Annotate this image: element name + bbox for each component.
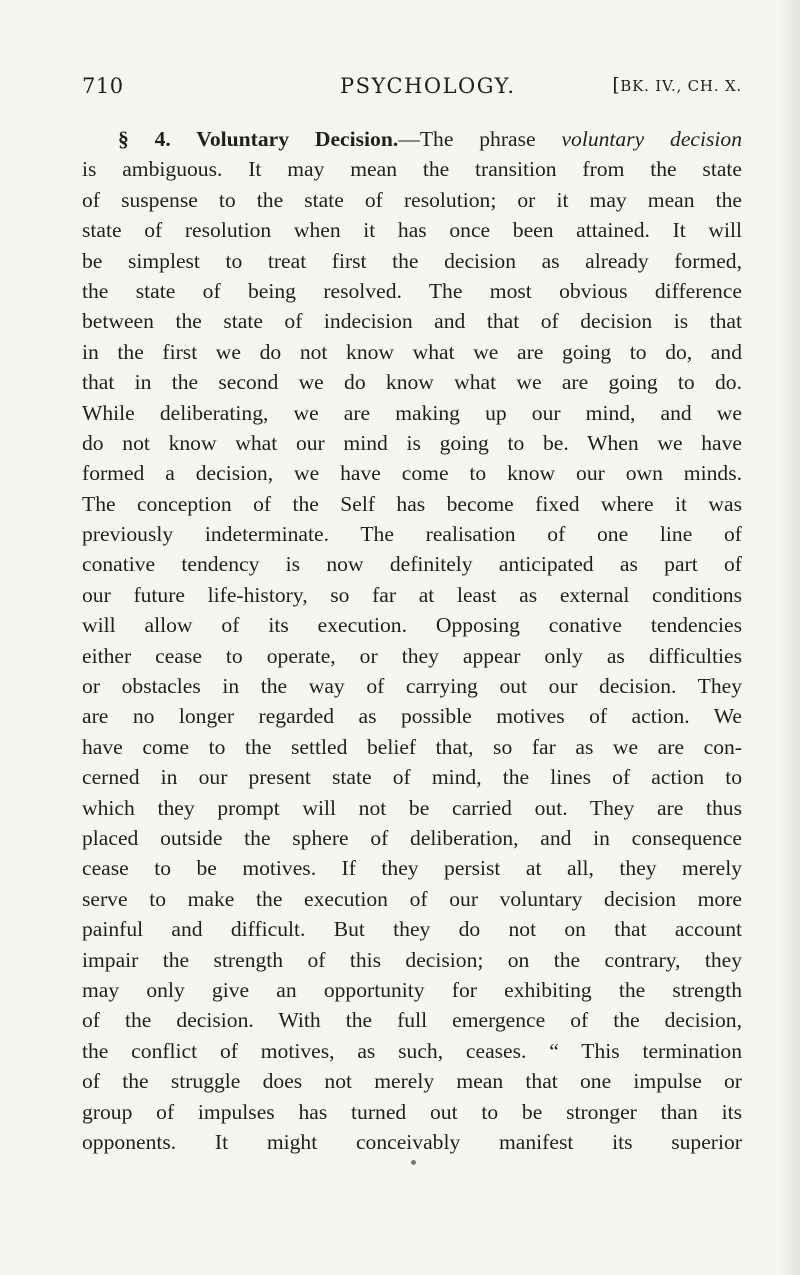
text-line: serve to make the execution of our voluntary decision more [82, 886, 742, 911]
text-line: While deliberating, we are making up our mind, and we [82, 400, 742, 425]
paragraph-first-line [82, 124, 742, 154]
text-line: is ambiguous. It may mean the transition from the state [82, 157, 742, 182]
section-heading: § 4. Voluntary Decision. [118, 127, 399, 151]
text-line: may only give an opportunity for exhibiting the strength [82, 977, 742, 1002]
text-line: do not know what our mind is going to be. When we have [82, 430, 742, 455]
section-ref-bracket: [ [612, 74, 621, 96]
text-line: that in the second we do know what we are going to do. [82, 370, 742, 395]
text-line: in the first we do not know what we are going to do, and [82, 339, 742, 364]
text-line: placed outside the sphere of deliberation, and in consequence [82, 825, 742, 850]
text-line: state of resolution when it has once been attained. It will [82, 218, 742, 243]
text-line: opponents. It might conceivably manifest its superior [82, 1129, 742, 1154]
text-line: cerned in our present state of mind, the lines of action to [82, 765, 742, 790]
text-line: which they prompt will not be carried out. They are thus [82, 795, 742, 820]
italic-phrase: voluntary decision [561, 127, 743, 151]
text-line: between the state of indecision and that of decision is that [82, 309, 742, 334]
text-line: cease to be motives. If they persist at all, they merely [82, 856, 742, 881]
text-line: impair the strength of this decision; on the contrary, they [82, 947, 742, 972]
text-line: will allow of its execution. Opposing conative tendencies [82, 613, 742, 638]
running-title: PSYCHOLOGY. [340, 74, 516, 98]
text-line: have come to the settled belief that, so far as we are con- [82, 734, 742, 759]
text-line: be simplest to treat first the decision as already formed, [82, 248, 742, 273]
heading-continuation: —The phrase [398, 127, 562, 151]
paragraph-lines [82, 154, 742, 1157]
text-line: or obstacles in the way of carrying out our decision. They [82, 674, 742, 699]
page-number: 710 [82, 74, 124, 98]
text-line: of suspense to the state of resolution; or it may mean the [82, 187, 742, 212]
page-mark [411, 1160, 416, 1165]
text-line: group of impulses has turned out to be stronger than its [82, 1099, 742, 1124]
text-line: are no longer regarded as possible motives of action. We [82, 704, 742, 729]
section-ref-text: BK. IV., CH. X. [620, 77, 742, 95]
text-line: conative tendency is now definitely anticipated as part of [82, 552, 742, 577]
text-line: painful and difficult. But they do not on that account [82, 917, 742, 942]
text-line: The conception of the Self has become fixed where it was [82, 491, 742, 516]
text-line: the conflict of motives, as such, ceases. “ This termination [82, 1038, 742, 1063]
text-line: of the decision. With the full emergence of the decision, [82, 1008, 742, 1033]
page-edge-shadow [778, 0, 800, 1275]
section-reference [612, 74, 742, 96]
body-text [82, 124, 742, 1157]
page-header [82, 74, 742, 104]
text-line: either cease to operate, or they appear only as difficulties [82, 643, 742, 668]
text-line: of the struggle does not merely mean that one impulse or [82, 1069, 742, 1094]
text-line: our future life-history, so far at least as external conditions [82, 582, 742, 607]
text-line: the state of being resolved. The most obvious difference [82, 278, 742, 303]
text-line: previously indeterminate. The realisation of one line of [82, 522, 742, 547]
text-line: formed a decision, we have come to know our own minds. [82, 461, 742, 486]
